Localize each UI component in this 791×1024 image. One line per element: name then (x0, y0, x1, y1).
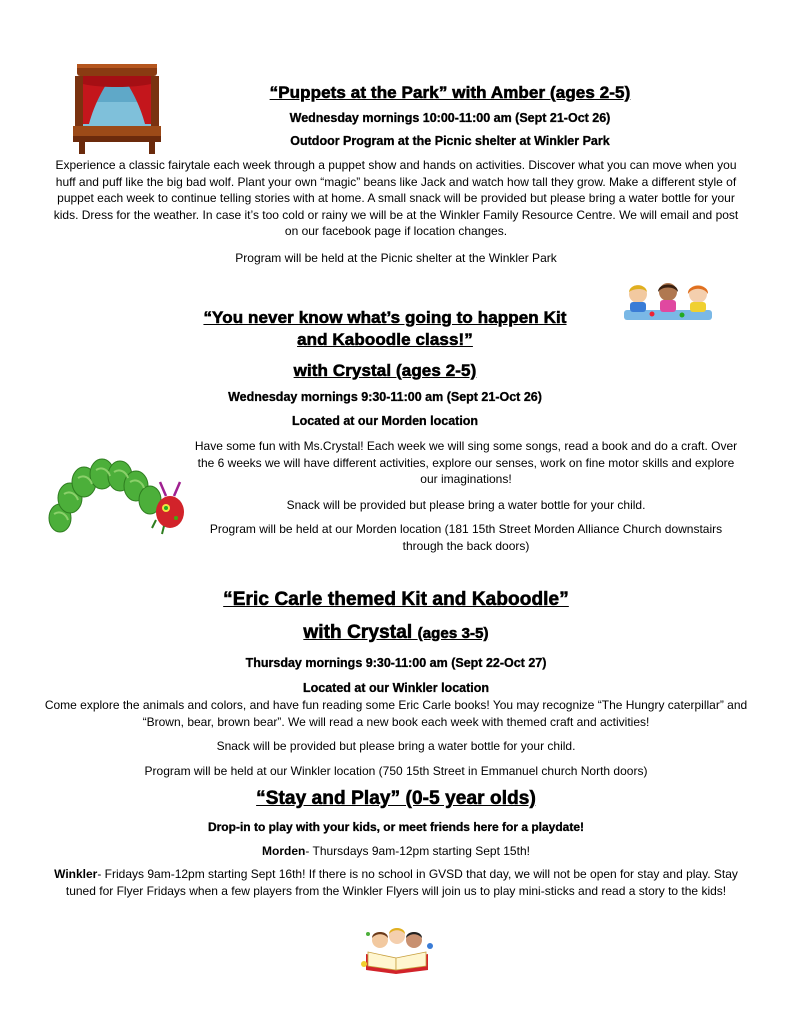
eric-carle-location-note: Program will be held at our Winkler location (750 15th Street in Emmanuel church North doors) (144, 764, 648, 778)
kit-kaboodle-title-line3: with Crystal (ages 2-5) (293, 361, 477, 380)
puppets-schedule: Wednesday mornings 10:00-11:00 am (Sept 21-Oct 26) (289, 111, 611, 125)
stay-play-winkler-text: - Fridays 9am-12pm starting Sept 16th! If there is no school in GVSD that day, we will not be open for stay and play. Stay tuned for Flyer Fridays when a few players from the Winkler Flyers will join us to play mini-sticks and read a story to the kids! (65, 867, 738, 898)
caterpillar-image (46, 458, 186, 540)
eric-carle-location: Located at our Winkler location (302, 681, 490, 695)
kit-kaboodle-title-line1: “You never know what’s going to happen Kit (203, 308, 567, 327)
eric-carle-schedule: Thursday mornings 9:30-11:00 am (Sept 22-Oct 27) (245, 656, 547, 670)
kit-kaboodle-schedule: Wednesday mornings 9:30-11:00 am (Sept 21-Oct 26) (228, 390, 542, 404)
kit-kaboodle-title-line2: and Kaboodle class!” (297, 330, 473, 349)
puppets-location-note: Program will be held at the Picnic shelter at the Winkler Park (235, 251, 557, 265)
kit-kaboodle-description: Have some fun with Ms.Crystal! Each week we will sing some songs, read a book and do a craft. Over the 6 weeks we will have different activities, explore our senses, work on fine motor skills and explore our imaginations! (194, 439, 738, 486)
stay-play-winkler-label: Winkler (54, 867, 98, 881)
eric-carle-title-line1: “Eric Carle themed Kit and Kaboodle” (223, 589, 569, 610)
stay-play-morden (40, 843, 752, 860)
kit-kaboodle-location: Located at our Morden location (291, 414, 479, 428)
puppets-description: Experience a classic fairytale each week through a puppet show and hands on activities. Discover what you can move when you huff and puff like the big bad wolf. Plant your own “magic” beans like Jack and watch how tall they grow. Make a different style of puppet each week to continue telling stories with at home. A small snack will be provided but please bring a water bottle for your kids. Dress for the weather. In case it’s too cold or rainy we will be at the Winkler Family Resource Centre. We will email and post on our facebook page if location changes. (53, 158, 739, 238)
kit-kaboodle-snack: Snack will be provided but please bring a water bottle for your child. (286, 498, 646, 512)
eric-carle-ages: (ages 3-5) (417, 625, 489, 642)
puppets-title: “Puppets at the Park” with Amber (ages 2-5) (269, 83, 631, 102)
puppets-location: Outdoor Program at the Picnic shelter at Winkler Park (290, 134, 610, 148)
stay-play-morden-text: - Thursdays 9am-12pm starting Sept 15th! (305, 844, 530, 858)
stay-play-winkler (48, 866, 744, 899)
kit-kaboodle-location-note: Program will be held at our Morden location (181 15th Street Morden Alliance Church downstairs through the back doors) (209, 522, 723, 553)
eric-carle-instructor: with Crystal (303, 622, 418, 643)
eric-carle-description: Come explore the animals and colors, and have fun reading some Eric Carle books! You may recognize “The Hungry caterpillar” and “Brown, bear, brown bear”. We will read a new book each week with themed craft and activities! (44, 698, 748, 729)
stay-play-title: “Stay and Play” (0-5 year olds) (256, 788, 536, 809)
kids-reading-book-image (360, 924, 434, 974)
eric-carle-snack: Snack will be provided but please bring a water bottle for your child. (216, 739, 576, 753)
stay-play-morden-label: Morden (262, 844, 306, 858)
eric-carle-title-line2 (60, 622, 732, 644)
theater-stage-image (73, 62, 161, 154)
stay-play-subtitle: Drop-in to play with your kids, or meet friends here for a playdate! (207, 820, 585, 834)
